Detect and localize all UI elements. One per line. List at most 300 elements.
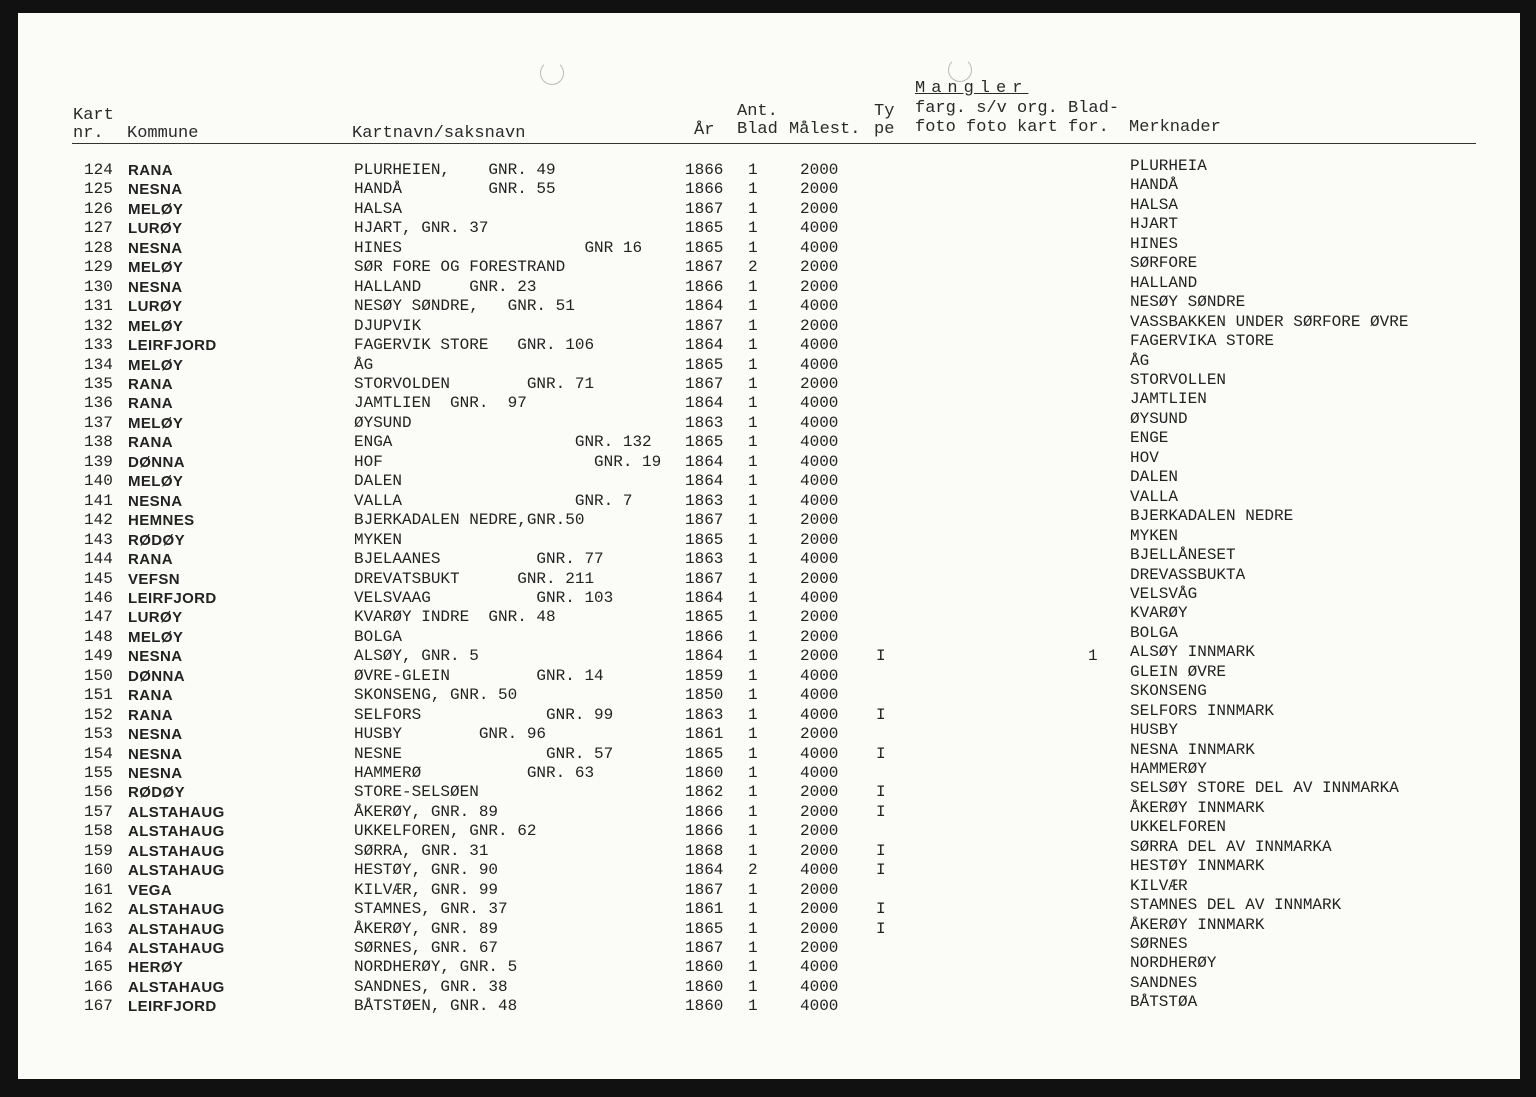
cell-kommune: LURØY [128, 298, 183, 316]
cell-malestokk: 2000 [800, 900, 839, 919]
cell-kart-nr: 152 [84, 705, 113, 724]
cell-kartnavn: DJUPVIK [354, 316, 422, 335]
cell-kommune: LEIRFJORD [128, 337, 217, 354]
cell-kommune: HERØY [128, 959, 184, 977]
cell-ant-blad: 1 [748, 433, 758, 452]
table-row [0, 390, 1536, 413]
cell-kommune: MELØY [128, 473, 184, 491]
table-row [0, 682, 1536, 705]
cell-kart-nr: 162 [84, 900, 113, 919]
cell-kommune: NESNA [128, 745, 183, 763]
cell-kart-nr: 129 [84, 258, 113, 277]
cell-merknad: BOLGA [1130, 623, 1179, 642]
cell-kart-nr: 150 [84, 666, 113, 685]
cell-ar: 1867 [685, 569, 724, 588]
cell-kart-nr: 136 [84, 394, 113, 413]
cell-kartnavn: ALSØY, GNR. 5 [354, 647, 479, 666]
cell-kommune: NESNA [128, 648, 183, 666]
cell-type: I [876, 861, 886, 880]
cell-ant-blad: 1 [748, 336, 758, 354]
cell-kart-nr: 133 [84, 336, 113, 354]
cell-kartnavn: BOLGA [354, 627, 403, 646]
cell-ar: 1866 [685, 277, 724, 296]
cell-ar: 1860 [685, 977, 724, 996]
cell-ar: 1864 [685, 394, 724, 413]
cell-malestokk: 2000 [800, 627, 839, 646]
cell-kart-nr: 130 [84, 277, 113, 296]
cell-kart-nr: 163 [84, 919, 113, 938]
table-row [0, 837, 1536, 861]
cell-kommune: LURØY [128, 609, 183, 627]
cell-kart-nr: 137 [84, 413, 113, 432]
cell-kartnavn: HESTØY, GNR. 90 [354, 861, 499, 880]
header-mangler-line1: farg. s/v org. Blad- [915, 99, 1120, 118]
cell-kommune: ALSTAHAUG [128, 842, 225, 860]
table-row [0, 526, 1536, 550]
cell-kartnavn: DREVATSBUKT GNR. 211 [354, 569, 595, 588]
cell-ant-blad: 1 [748, 705, 758, 724]
cell-ant-blad: 1 [748, 374, 758, 393]
cell-kartnavn: MYKEN [354, 530, 403, 549]
table-row [0, 546, 1536, 569]
cell-malestokk: 2000 [800, 802, 839, 821]
cell-merknad: STAMNES DEL AV INNMARK [1130, 896, 1342, 915]
cell-ant-blad: 1 [748, 511, 758, 530]
cell-ant-blad: 1 [748, 452, 758, 471]
cell-ant-blad: 1 [748, 841, 758, 860]
cell-ar: 1864 [685, 647, 724, 666]
cell-malestokk: 2000 [800, 277, 839, 296]
cell-kommune: RANA [128, 395, 173, 413]
cell-type: I [876, 841, 886, 860]
cell-kartnavn: FAGERVIK STORE GNR. 106 [354, 336, 595, 354]
cell-kart-nr: 159 [84, 841, 113, 860]
cell-malestokk: 4000 [800, 491, 839, 510]
cell-malestokk: 4000 [800, 958, 839, 977]
cell-merknad: SELSØY STORE DEL AV INNMARKA [1130, 779, 1399, 798]
cell-merknad: HESTØY INNMARK [1130, 857, 1265, 876]
header-merknader: Merknader [1129, 118, 1221, 137]
cell-kommune: MELØY [128, 200, 184, 218]
cell-kommune: NESNA [128, 239, 183, 257]
cell-malestokk: 2000 [800, 180, 839, 199]
cell-kartnavn: VALLA GNR. 7 [354, 491, 633, 510]
cell-malestokk: 4000 [800, 686, 839, 705]
cell-malestokk: 2000 [800, 608, 839, 627]
table-row [0, 973, 1536, 997]
cell-kommune: ALSTAHAUG [128, 940, 225, 957]
cell-merknad: SANDNES [1130, 973, 1198, 992]
cell-kommune: NESNA [128, 726, 183, 743]
cell-type: I [876, 647, 886, 666]
cell-ar: 1866 [685, 822, 724, 841]
cell-ant-blad: 1 [748, 491, 758, 510]
cell-malestokk: 2000 [800, 725, 839, 743]
table-row [0, 740, 1536, 764]
cell-malestokk: 4000 [800, 336, 839, 354]
cell-merknad: SØRRA DEL AV INNMARKA [1130, 837, 1332, 856]
table-row [0, 215, 1536, 238]
table-row [0, 935, 1536, 958]
cell-kart-nr: 167 [84, 997, 113, 1016]
cell-ar: 1868 [685, 841, 724, 860]
cell-kartnavn: JAMTLIEN GNR. 97 [354, 394, 527, 413]
cell-kartnavn: NORDHERØY, GNR. 5 [354, 958, 518, 977]
cell-malestokk: 4000 [800, 433, 839, 452]
cell-kommune: RANA [128, 162, 173, 179]
cell-kartnavn: ENGA GNR. 132 [354, 433, 652, 452]
cell-ar: 1860 [685, 763, 724, 782]
cell-ar: 1866 [685, 627, 724, 646]
cell-ant-blad: 1 [748, 161, 758, 179]
cell-ant-blad: 1 [748, 588, 758, 607]
table-row [0, 584, 1536, 608]
cell-ant-blad: 1 [748, 744, 758, 763]
cell-kommune: NESNA [128, 278, 183, 296]
cell-ant-blad: 1 [748, 530, 758, 549]
cell-merknad: NESØY SØNDRE [1130, 293, 1246, 312]
cell-kartnavn: KVARØY INDRE GNR. 48 [354, 608, 556, 627]
cell-malestokk: 4000 [800, 355, 839, 374]
cell-ant-blad: 1 [748, 647, 758, 666]
cell-ar: 1861 [685, 900, 724, 919]
table-row [0, 409, 1536, 433]
cell-malestokk: 4000 [800, 394, 839, 413]
cell-merknad: HOV [1130, 448, 1159, 467]
cell-kommune: NESNA [128, 181, 183, 199]
cell-ant-blad: 1 [748, 666, 758, 685]
cell-kartnavn: SKONSENG, GNR. 50 [354, 686, 518, 705]
cell-kartnavn: KILVÆR, GNR. 99 [354, 880, 499, 899]
cell-kartnavn: HINES GNR 16 [354, 238, 643, 257]
cell-merknad: HALLAND [1130, 273, 1198, 292]
cell-blad-for: 1 [1088, 647, 1098, 666]
cell-ant-blad: 1 [748, 394, 758, 413]
cell-merknad: STORVOLLEN [1130, 370, 1227, 389]
cell-ant-blad: 1 [748, 802, 758, 821]
cell-ar: 1865 [685, 355, 724, 374]
table-row [0, 429, 1536, 452]
cell-kart-nr: 157 [84, 802, 113, 821]
table-row [0, 779, 1536, 802]
cell-kommune: NESNA [128, 764, 183, 782]
cell-kartnavn: SØR FORE OG FORESTRAND [354, 258, 566, 277]
cell-merknad: ÅG [1130, 351, 1150, 370]
cell-ar: 1867 [685, 199, 724, 218]
cell-ar: 1863 [685, 550, 724, 568]
cell-malestokk: 2000 [800, 822, 839, 841]
cell-ant-blad: 1 [748, 180, 758, 199]
cell-merknad: HAMMERØY [1130, 759, 1207, 778]
cell-ant-blad: 1 [748, 880, 758, 899]
cell-malestokk: 2000 [800, 374, 839, 393]
cell-ant-blad: 1 [748, 725, 758, 743]
punch-hole-left [540, 61, 564, 85]
cell-merknad: NESNA INNMARK [1130, 740, 1255, 759]
cell-ar: 1864 [685, 472, 724, 491]
header-ar: År [694, 121, 715, 140]
cell-ant-blad: 1 [748, 608, 758, 627]
cell-ar: 1865 [685, 219, 724, 238]
cell-kommune: NESNA [128, 492, 183, 510]
cell-kommune: LEIRFJORD [128, 998, 217, 1016]
table-row [0, 273, 1536, 297]
cell-malestokk: 4000 [800, 550, 839, 568]
cell-kart-nr: 164 [84, 939, 113, 957]
cell-kart-nr: 144 [84, 550, 113, 568]
table-row [0, 643, 1536, 666]
cell-malestokk: 4000 [800, 413, 839, 432]
cell-ant-blad: 2 [748, 258, 758, 277]
table-row [0, 448, 1536, 472]
cell-kartnavn: ØVRE-GLEIN GNR. 14 [354, 666, 604, 685]
cell-ant-blad: 1 [748, 316, 758, 335]
cell-ant-blad: 1 [748, 939, 758, 957]
cell-kartnavn: NESØY SØNDRE, GNR. 51 [354, 297, 575, 316]
table-row [0, 176, 1536, 199]
cell-kart-nr: 127 [84, 219, 113, 238]
cell-ar: 1864 [685, 297, 724, 316]
cell-kommune: MELØY [128, 317, 184, 335]
cell-kart-nr: 143 [84, 530, 113, 549]
cell-merknad: VASSBAKKEN UNDER SØRFORE ØVRE [1130, 312, 1409, 331]
cell-kartnavn: ØYSUND [354, 413, 412, 432]
cell-merknad: ÅKERØY INNMARK [1130, 798, 1265, 817]
header-ty: Ty [874, 102, 895, 121]
cell-type: I [876, 744, 886, 763]
cell-type: I [876, 900, 886, 919]
cell-kart-nr: 166 [84, 977, 113, 996]
cell-ar: 1865 [685, 238, 724, 257]
cell-kart-nr: 146 [84, 588, 113, 607]
cell-kart-nr: 147 [84, 608, 113, 627]
cell-kartnavn: BÅTSTØEN, GNR. 48 [354, 997, 518, 1016]
cell-kommune: ALSTAHAUG [128, 823, 225, 841]
cell-kartnavn: ÅKERØY, GNR. 89 [354, 919, 499, 938]
cell-malestokk: 2000 [800, 569, 839, 588]
cell-kart-nr: 131 [84, 297, 113, 316]
cell-merknad: VALLA [1130, 487, 1179, 506]
cell-malestokk: 4000 [800, 744, 839, 763]
cell-ar: 1865 [685, 530, 724, 549]
cell-ar: 1867 [685, 939, 724, 957]
cell-malestokk: 2000 [800, 647, 839, 666]
header-blad: Blad [737, 120, 778, 139]
header-kartnavn: Kartnavn/saksnavn [352, 124, 526, 143]
cell-malestokk: 2000 [800, 919, 839, 938]
cell-ant-blad: 1 [748, 569, 758, 588]
cell-ar: 1863 [685, 413, 724, 432]
cell-ant-blad: 1 [748, 822, 758, 841]
cell-kommune: RANA [128, 551, 173, 568]
cell-malestokk: 4000 [800, 588, 839, 607]
cell-kart-nr: 154 [84, 744, 113, 763]
cell-kommune: RANA [128, 434, 173, 452]
cell-ar: 1861 [685, 725, 724, 743]
cell-merknad: SØRNES [1130, 935, 1188, 953]
cell-ar: 1867 [685, 258, 724, 277]
cell-kart-nr: 124 [84, 161, 113, 179]
cell-kartnavn: SØRNES, GNR. 67 [354, 939, 499, 957]
cell-ant-blad: 1 [748, 277, 758, 296]
cell-kartnavn: ÅKERØY, GNR. 89 [354, 802, 499, 821]
cell-kart-nr: 149 [84, 647, 113, 666]
header-ant: Ant. [737, 102, 778, 121]
header-mangler: Mangler [915, 79, 1029, 98]
cell-malestokk: 4000 [800, 238, 839, 257]
cell-kart-nr: 142 [84, 511, 113, 530]
cell-malestokk: 4000 [800, 977, 839, 996]
cell-merknad: VELSVÅG [1130, 584, 1198, 603]
cell-kommune: ALSTAHAUG [128, 901, 225, 919]
table-row [0, 896, 1536, 919]
cell-ant-blad: 1 [748, 550, 758, 568]
cell-ant-blad: 1 [748, 763, 758, 782]
cell-merknad: DALEN [1130, 468, 1179, 487]
cell-kommune: ALSTAHAUG [128, 978, 225, 996]
cell-merknad: ENGE [1130, 429, 1169, 448]
cell-merknad: BÅTSTØA [1130, 993, 1198, 1012]
cell-merknad: SØRFORE [1130, 254, 1198, 273]
cell-kommune: VEGA [128, 881, 173, 899]
cell-kartnavn: BJELAANES GNR. 77 [354, 550, 604, 568]
cell-merknad: HUSBY [1130, 721, 1179, 739]
cell-kommune: MELØY [128, 414, 184, 432]
table-row [0, 721, 1536, 744]
cell-malestokk: 4000 [800, 297, 839, 316]
table-row [0, 254, 1536, 277]
cell-malestokk: 4000 [800, 763, 839, 782]
cell-kartnavn: STORE-SELSØEN [354, 783, 479, 802]
cell-kartnavn: SANDNES, GNR. 38 [354, 977, 508, 996]
cell-kart-nr: 138 [84, 433, 113, 452]
cell-ant-blad: 1 [748, 297, 758, 316]
table-row [0, 662, 1536, 686]
cell-kartnavn: NESNE GNR. 57 [354, 744, 614, 763]
cell-malestokk: 4000 [800, 452, 839, 471]
cell-ar: 1865 [685, 608, 724, 627]
cell-kart-nr: 128 [84, 238, 113, 257]
cell-kart-nr: 125 [84, 180, 113, 199]
cell-kartnavn: PLURHEIEN, GNR. 49 [354, 161, 556, 179]
cell-kommune: ALSTAHAUG [128, 920, 225, 938]
header-kart: Kart [73, 106, 114, 125]
table-row [0, 157, 1536, 180]
table-row [0, 351, 1536, 375]
cell-merknad: HINES [1130, 234, 1179, 253]
cell-merknad: SELFORS INNMARK [1130, 701, 1275, 720]
cell-ar: 1863 [685, 491, 724, 510]
cell-kart-nr: 141 [84, 491, 113, 510]
cell-ant-blad: 1 [748, 919, 758, 938]
cell-kommune: DØNNA [128, 453, 185, 471]
cell-kart-nr: 153 [84, 725, 113, 743]
cell-kart-nr: 126 [84, 199, 113, 218]
cell-malestokk: 2000 [800, 841, 839, 860]
cell-ant-blad: 1 [748, 199, 758, 218]
cell-malestokk: 2000 [800, 199, 839, 218]
table-row [0, 332, 1536, 355]
cell-kommune: VEFSN [128, 570, 181, 588]
cell-ant-blad: 1 [748, 413, 758, 432]
cell-type: I [876, 783, 886, 802]
table-row [0, 623, 1536, 647]
cell-merknad: ÅKERØY INNMARK [1130, 915, 1265, 934]
table-row [0, 487, 1536, 511]
cell-ar: 1859 [685, 666, 724, 685]
cell-malestokk: 4000 [800, 861, 839, 880]
cell-ar: 1864 [685, 336, 724, 354]
cell-merknad: ALSØY INNMARK [1130, 643, 1255, 662]
cell-ar: 1860 [685, 958, 724, 977]
table-row [0, 857, 1536, 880]
cell-merknad: BJERKADALEN NEDRE [1130, 507, 1294, 526]
table-row [0, 798, 1536, 822]
cell-ar: 1867 [685, 511, 724, 530]
cell-kommune: MELØY [128, 356, 184, 374]
cell-merknad: UKKELFOREN [1130, 818, 1227, 837]
cell-ar: 1866 [685, 802, 724, 821]
cell-kart-nr: 165 [84, 958, 113, 977]
cell-ar: 1864 [685, 861, 724, 880]
cell-ant-blad: 1 [748, 900, 758, 919]
cell-kommune: ALSTAHAUG [128, 803, 225, 821]
cell-ant-blad: 1 [748, 686, 758, 705]
cell-ant-blad: 1 [748, 219, 758, 238]
table-row [0, 954, 1536, 977]
cell-ar: 1864 [685, 588, 724, 607]
cell-ant-blad: 1 [748, 977, 758, 996]
cell-merknad: HANDÅ [1130, 176, 1179, 195]
cell-merknad: MYKEN [1130, 526, 1179, 545]
cell-merknad: KILVÆR [1130, 876, 1188, 895]
cell-merknad: NORDHERØY [1130, 954, 1217, 973]
cell-ant-blad: 1 [748, 997, 758, 1016]
cell-merknad: FAGERVIKA STORE [1130, 332, 1275, 350]
cell-malestokk: 2000 [800, 258, 839, 277]
cell-malestokk: 4000 [800, 705, 839, 724]
header-kommune: Kommune [127, 124, 199, 143]
cell-malestokk: 2000 [800, 783, 839, 802]
cell-ant-blad: 1 [748, 355, 758, 374]
cell-kartnavn: BJERKADALEN NEDRE,GNR.50 [354, 511, 585, 530]
cell-kart-nr: 140 [84, 472, 113, 491]
cell-ar: 1862 [685, 783, 724, 802]
cell-kart-nr: 148 [84, 627, 113, 646]
cell-malestokk: 4000 [800, 997, 839, 1016]
cell-kartnavn: ÅG [354, 355, 374, 374]
cell-ant-blad: 1 [748, 627, 758, 646]
cell-kartnavn: HALSA [354, 199, 403, 218]
cell-ar: 1850 [685, 686, 724, 705]
cell-kartnavn: DALEN [354, 472, 403, 491]
cell-ant-blad: 1 [748, 238, 758, 257]
cell-merknad: HJART [1130, 215, 1179, 234]
cell-kartnavn: STAMNES, GNR. 37 [354, 900, 508, 919]
cell-malestokk: 4000 [800, 219, 839, 238]
cell-ant-blad: 1 [748, 472, 758, 491]
cell-ar: 1867 [685, 316, 724, 335]
table-row [0, 507, 1536, 530]
cell-merknad: KVARØY [1130, 604, 1188, 623]
cell-ar: 1866 [685, 180, 724, 199]
cell-kommune: RØDØY [128, 531, 186, 549]
cell-type: I [876, 802, 886, 821]
cell-kartnavn: SELFORS GNR. 99 [354, 705, 614, 724]
cell-merknad: HALSA [1130, 195, 1179, 214]
cell-kommune: MELØY [128, 628, 184, 646]
cell-malestokk: 2000 [800, 511, 839, 530]
